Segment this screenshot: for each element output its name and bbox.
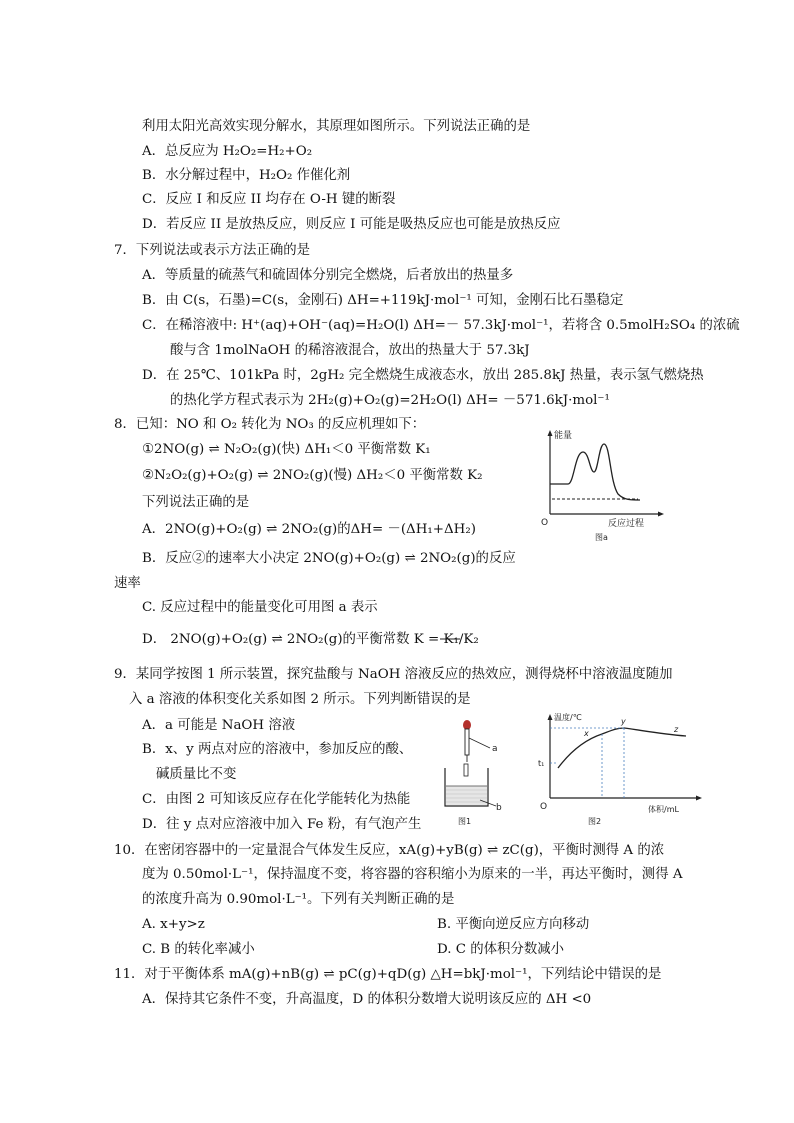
- label-a: a: [492, 744, 498, 754]
- beaker-apparatus-figure: [440, 718, 504, 830]
- energy-origin-label: O: [541, 518, 549, 528]
- point-z-label: z: [674, 725, 679, 734]
- q9-stem-cont: 入 a 溶液的体积变化关系如图 2 所示。下列判断错误的是: [129, 692, 471, 707]
- q6-stem-line: 利用太阳光高效实现分解水，其原理如图所示。下列说法正确的是: [142, 119, 531, 134]
- energy-curve: [550, 444, 640, 500]
- q8-step-1: ①2NO(g) ⇌ N₂O₂(g)(快) ΔH₁＜0 平衡常数 K₁: [142, 442, 431, 457]
- q7-option-c: C．在稀溶液中: H⁺(aq)+OH⁻(aq)=H₂O(l) ΔH=－ 57.3kJ·mol⁻¹，若将含 0.5molH₂SO₄ 的浓硫: [142, 318, 740, 333]
- q10-option-b: B. 平衡向逆反应方向移动: [437, 917, 590, 932]
- point-x-label: x: [584, 729, 589, 738]
- q8-step-2: ②N₂O₂(g)+O₂(g) ⇌ 2NO₂(g)(慢) ΔH₂＜0 平衡常数 K₂: [142, 468, 483, 483]
- q9-option-b: B．x、y 两点对应的溶液中，参加反应的酸、: [142, 742, 413, 757]
- temp-t1-label: t₁: [538, 759, 545, 768]
- q10-stem-cont-1: 度为 0.50mol·L⁻¹，保持温度不变，将容器的容积缩小为原来的一半，再达平衡时，测得 A: [142, 867, 683, 882]
- figure-1-caption: 图1: [458, 817, 472, 826]
- q6-option-a: A．总反应为 H₂O₂=H₂+O₂: [142, 144, 313, 159]
- temp-axis-x-label: 体积/mL: [648, 805, 679, 814]
- dropper-bulb: [463, 720, 471, 730]
- q8-option-c: C. 反应过程中的能量变化可用图 a 表示: [142, 600, 378, 615]
- q11-stem: 11．对于平衡体系 mA(g)+nB(g) ⇌ pC(g)+qD(g) △H=bkJ·mol⁻¹，下列结论中错误的是: [114, 967, 662, 982]
- q7-option-d-cont: 的热化学方程式表示为 2H₂(g)+O₂(g)=2H₂O(l) ΔH= －571.6kJ·mol⁻¹: [170, 393, 610, 408]
- q9-option-d: D．往 y 点对应溶液中加入 Fe 粉，有气泡产生: [142, 817, 422, 832]
- q8-prompt: 下列说法正确的是: [142, 495, 250, 510]
- formula-k-ratio: [418, 622, 462, 656]
- energy-diagram-figure: [538, 422, 668, 546]
- q6-option-c: C．反应 I 和反应 II 均存在 O-H 键的断裂: [142, 192, 396, 207]
- energy-axis-x-arrow: [658, 512, 664, 517]
- energy-axis-y-arrow: [548, 430, 553, 436]
- q7-option-b: B．由 C(s，石墨)=C(s，金刚石) ΔH=+119kJ·mol⁻¹ 可知，金刚石比石墨稳定: [142, 293, 624, 308]
- temp-curve: [558, 728, 686, 768]
- q9-stem: 9．某同学按图 1 所示装置，探究盐酸与 NaOH 溶液反应的热效应，测得烧杯中溶液温度随加: [114, 667, 673, 682]
- q10-option-c: C. B 的转化率减小: [142, 942, 255, 957]
- energy-figure-caption: 图a: [595, 533, 608, 542]
- temp-axis-y-label: 温度/℃: [554, 713, 582, 722]
- q6-option-d: D．若反应 II 是放热反应，则反应 I 可能是吸热反应也可能是放热反应: [142, 217, 561, 232]
- point-y-label: y: [621, 717, 626, 726]
- q10-option-a: A. x+y>z: [142, 917, 205, 932]
- q10-option-d: D. C 的体积分数减小: [437, 942, 565, 957]
- q10-stem-cont-2: 的浓度升高为 0.90mol·L⁻¹。下列有关判断正确的是: [142, 892, 455, 907]
- q7-option-a: A．等质量的硫蒸气和硫固体分别完全燃烧，后者放出的热量多: [142, 268, 514, 283]
- q6-option-b: B．水分解过程中，H₂O₂ 作催化剂: [142, 168, 351, 183]
- q8-option-d: D． 2NO(g)+O₂(g) ⇌ 2NO₂(g)的平衡常数 K = K₁/K₂: [142, 632, 479, 647]
- figure-2-caption: 图2: [588, 817, 602, 826]
- q9-option-b-cont: 碱质量比不变: [156, 767, 237, 782]
- label-b: b: [496, 803, 502, 813]
- q9-option-c: C．由图 2 可知该反应存在化学能转化为热能: [142, 792, 411, 807]
- temp-origin-label: O: [540, 802, 548, 812]
- temperature-volume-figure: [536, 706, 704, 830]
- energy-axis-x-label: 反应过程: [608, 519, 645, 529]
- q8-option-a: A．2NO(g)+O₂(g) ⇌ 2NO₂(g)的ΔH= －(ΔH₁+ΔH₂): [142, 522, 476, 537]
- q11-option-a: A．保持其它条件不变，升高温度，D 的体积分数增大说明该反应的 ΔH <0: [142, 992, 592, 1007]
- energy-axis-y-label: 能量: [554, 431, 573, 441]
- thermometer: [464, 764, 468, 776]
- q8-stem: 8．已知：NO 和 O₂ 转化为 NO₃ 的反应机理如下：: [114, 417, 426, 432]
- q8-option-b-cont: 速率: [114, 576, 141, 591]
- q9-option-a: A．a 可能是 NaOH 溶液: [142, 718, 296, 733]
- q7-stem: 7．下列说法或表示方法正确的是: [114, 243, 310, 258]
- q7-option-d: D．在 25℃、101kPa 时，2gH₂ 完全燃烧生成液态水，放出 285.8kJ 热量，表示氢气燃烧热: [142, 368, 704, 383]
- q7-option-c-cont: 酸与含 1molNaOH 的稀溶液混合，放出的热量大于 57.3kJ: [170, 343, 530, 358]
- q8-option-b: B．反应②的速率大小决定 2NO(g)+O₂(g) ⇌ 2NO₂(g)的反应: [142, 551, 516, 566]
- q10-stem: 10．在密闭容器中的一定量混合气体发生反应，xA(g)+yB(g) ⇌ zC(g)，平衡时测得 A 的浓: [114, 843, 665, 858]
- dropper-tube: [465, 729, 469, 755]
